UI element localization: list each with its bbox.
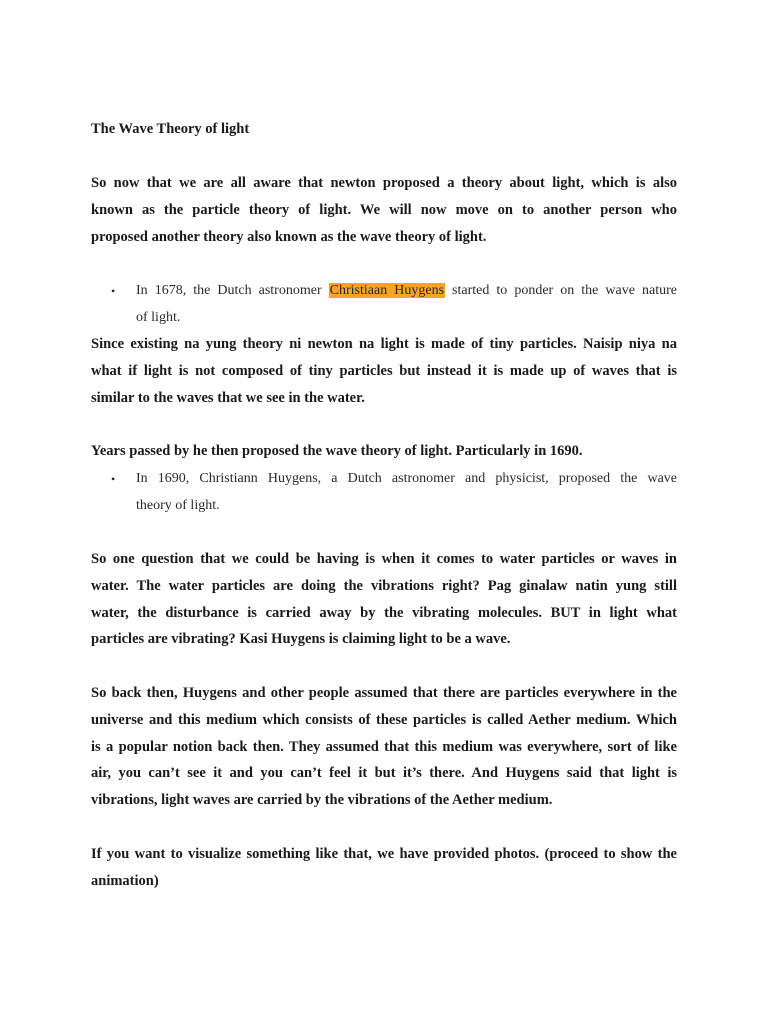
text-line: theory of light. — [136, 497, 220, 513]
bullet-item-1690 — [111, 466, 677, 519]
text-line: known as the particle theory of light. We will now move on to another person who — [91, 201, 677, 218]
paragraph-years-passed — [91, 438, 677, 465]
document-title: The Wave Theory of light — [91, 121, 250, 137]
text-line: vibrations, light waves are carried by the vibrations of the Aether medium. — [91, 792, 553, 809]
bullet-text-pre: In 1678, the Dutch astronomer — [136, 283, 329, 298]
bullet-icon: • — [111, 284, 116, 298]
text-line: In 1690, Christiann Huygens, a Dutch astronomer and physicist, proposed the wave — [136, 471, 677, 486]
bullet-text — [136, 278, 677, 331]
text-line: animation) — [91, 872, 159, 889]
paragraph-intro — [91, 170, 677, 250]
paragraph-existing-theory — [91, 331, 677, 411]
bullet-text — [136, 466, 677, 519]
highlighted-name: Christiaan Huygens — [329, 283, 445, 298]
text-line: Since existing na yung theory ni newton na light is made of tiny particles. Naisip niya na — [91, 336, 677, 352]
text-line: air, you can’t see it and you can’t feel it but it’s there. And Huygens said that light is — [91, 765, 677, 782]
paragraph-aether — [91, 680, 677, 814]
text-line: particles are vibrating? Kasi Huygens is claiming light to be a wave. — [91, 631, 511, 648]
text-line: proposed another theory also known as the wave theory of light. — [91, 228, 487, 245]
text-line: So back then, Huygens and other people assumed that there are particles everywhere in the — [91, 685, 677, 701]
text-line: of light. — [136, 309, 181, 325]
bullet-icon: • — [111, 472, 116, 486]
text-line: water, the disturbance is carried away by the vibrating molecules. BUT in light what — [91, 604, 677, 621]
text-line: what if light is not composed of tiny particles but instead it is made up of waves that is — [91, 362, 677, 379]
text-line: water. The water particles are doing the vibrations right? Pag ginalaw natin yung still — [91, 577, 677, 594]
paragraph-question — [91, 546, 677, 653]
text-line: is a popular notion back then. They assumed that this medium was everywhere, sort of like — [91, 738, 677, 755]
paragraph-visualize — [91, 841, 677, 895]
bullet-item-1678 — [111, 278, 677, 331]
text-line: universe and this medium which consists of these particles is called Aether medium. Which — [91, 711, 677, 728]
text-line — [136, 278, 677, 305]
text-line: If you want to visualize something like that, we have provided photos. (proceed to show the — [91, 846, 677, 862]
text-line: So one question that we could be having is when it comes to water particles or waves in — [91, 551, 677, 567]
text-line: So now that we are all aware that newton proposed a theory about light, which is also — [91, 175, 677, 191]
bullet-text-post: started to ponder on the wave nature — [445, 283, 677, 298]
text-line: similar to the waves that we see in the water. — [91, 389, 365, 406]
text-line: Years passed by he then proposed the wave theory of light. Particularly in 1690. — [91, 443, 583, 459]
